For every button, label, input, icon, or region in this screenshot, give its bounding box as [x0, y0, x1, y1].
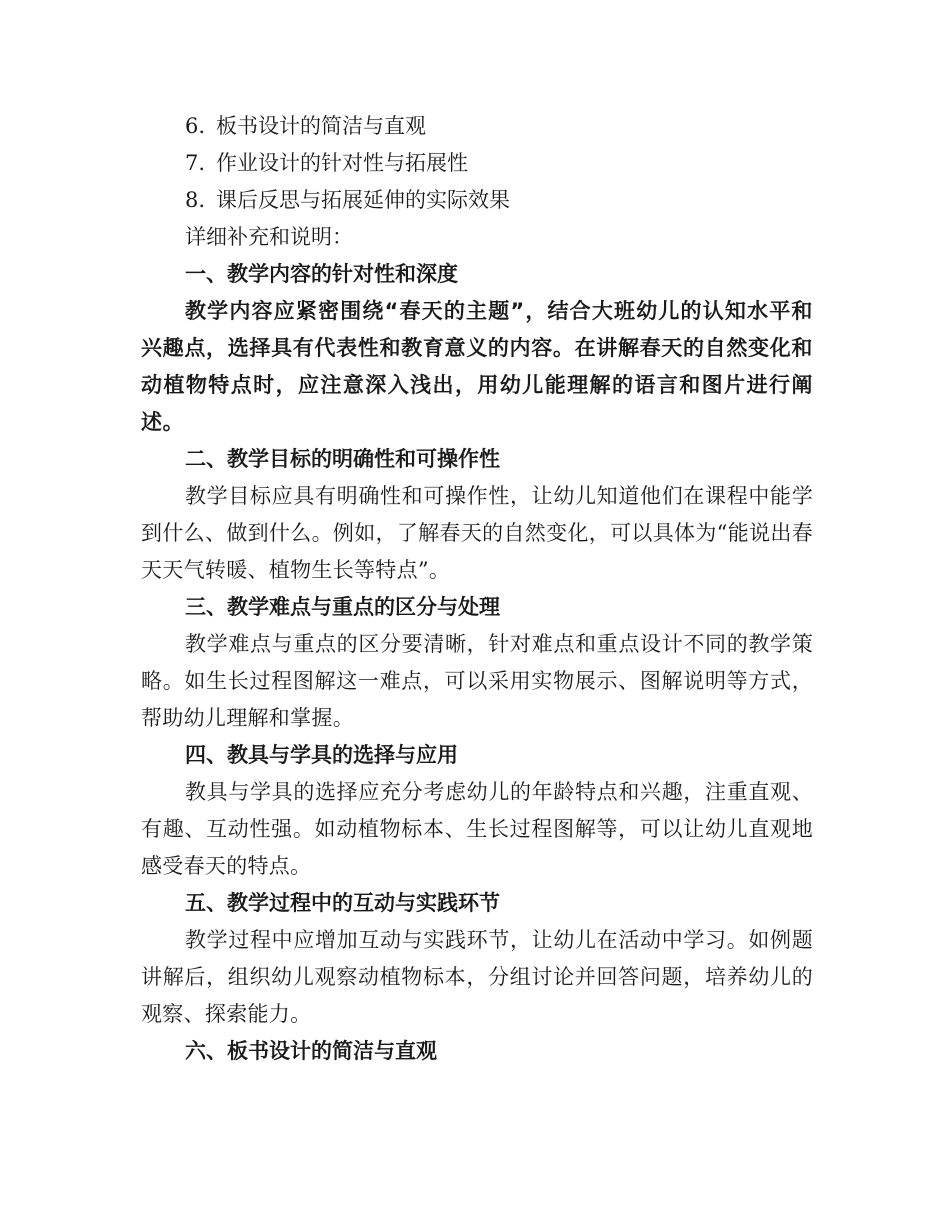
- list-text: 课后反思与拓展延伸的实际效果: [216, 188, 510, 212]
- list-number: 8.: [185, 188, 206, 212]
- list-text: 板书设计的简洁与直观: [216, 114, 426, 138]
- list-item-7: [141, 145, 813, 182]
- section-body-4: 教具与学具的选择应充分考虑幼儿的年龄特点和兴趣，注重直观、有趣、互动性强。如动植物标本、生长过程图解等，可以让幼儿直观地感受春天的特点。: [141, 780, 813, 878]
- list-number: 7.: [185, 151, 206, 175]
- section-heading-1: 一、教学内容的针对性和深度: [185, 262, 458, 286]
- document-page: [141, 108, 813, 1070]
- list-text: 作业设计的针对性与拓展性: [216, 151, 468, 175]
- section-heading-4: 四、教具与学具的选择与应用: [185, 743, 458, 767]
- intro-text: 详细补充和说明：: [185, 225, 353, 249]
- section-heading-6: 六、板书设计的简洁与直观: [185, 1039, 437, 1063]
- list-item-6: [141, 108, 813, 145]
- section-heading-5: 五、教学过程中的互动与实践环节: [185, 891, 500, 915]
- list-item-8: [141, 182, 813, 219]
- section-body-5: 教学过程中应增加互动与实践环节，让幼儿在活动中学习。如例题讲解后，组织幼儿观察动植物标本，分组讨论并回答问题，培养幼儿的观察、探索能力。: [141, 928, 813, 1026]
- section-heading-2: 二、教学目标的明确性和可操作性: [185, 447, 500, 471]
- section-body-1: 教学内容应紧密围绕“春天的主题”，结合大班幼儿的认知水平和兴趣点，选择具有代表性和教育意义的内容。在讲解春天的自然变化和动植物特点时，应注意深入浅出，用幼儿能理解的语言和图片进行阐述。: [141, 299, 813, 434]
- list-number: 6.: [185, 114, 206, 138]
- section-body-2: 教学目标应具有明确性和可操作性，让幼儿知道他们在课程中能学到什么、做到什么。例如，了解春天的自然变化，可以具体为“能说出春天天气转暖、植物生长等特点”。: [141, 484, 813, 582]
- section-heading-3: 三、教学难点与重点的区分与处理: [185, 595, 500, 619]
- section-body-3: 教学难点与重点的区分要清晰，针对难点和重点设计不同的教学策略。如生长过程图解这一难点，可以采用实物展示、图解说明等方式，帮助幼儿理解和掌握。: [141, 632, 813, 730]
